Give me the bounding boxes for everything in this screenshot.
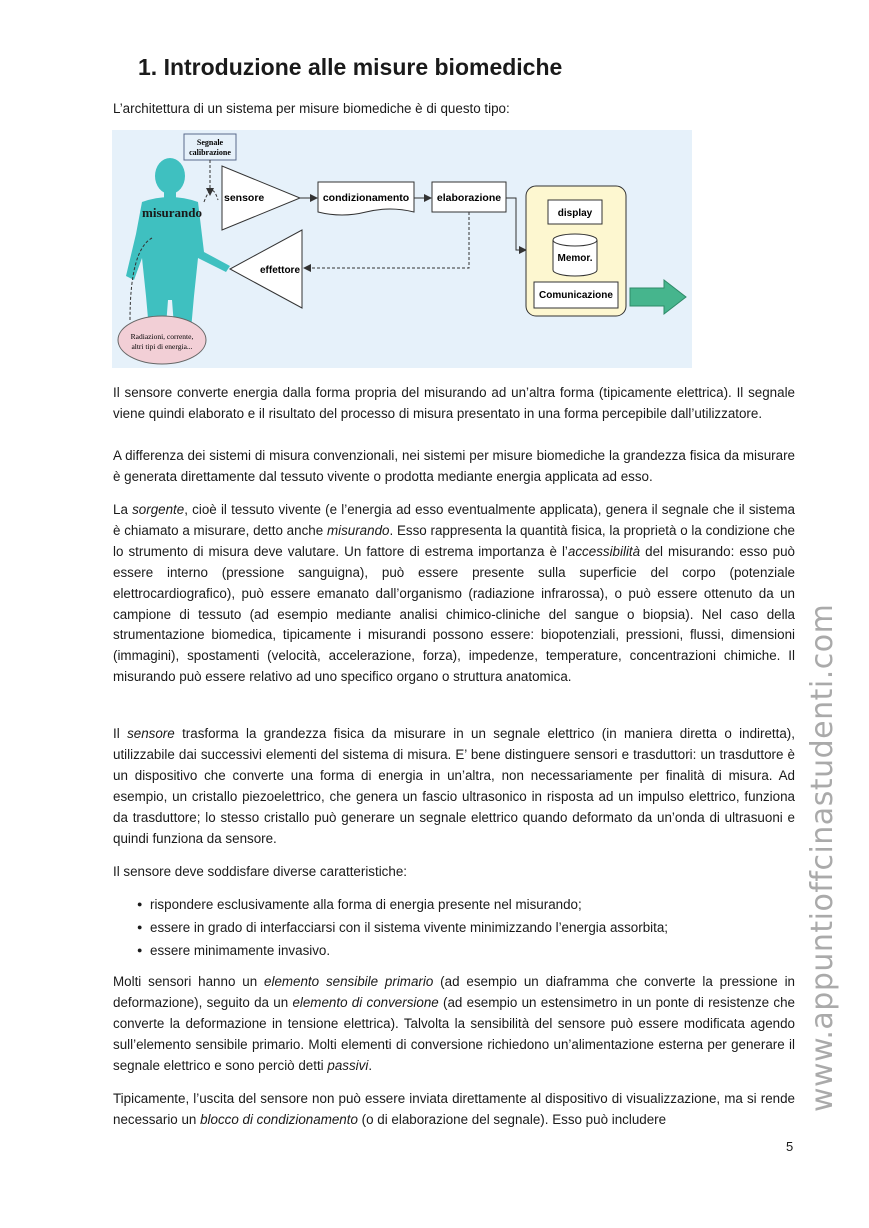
paragraph-sensore: Il sensore trasforma la grandezza fisica da misurare in un segnale elettrico (in maniera diretta o indiretta), utilizzabile dai successivi elementi del sistema di misura. E’ bene distinguere sensori e trasduttori: un trasduttore è un dispositivo che converte una forma di energia in un’altra, non necessariamente per finalità di misura. Ad esempio, un cristallo piezoelettrico, che genera un fascio ultrasonico in risposta ad un impulso elettrico, funziona da trasduttore; lo stesso cristallo può generare un segnale elettrico quando deformato da un’onda di ultrasuoni e quindi funziona da sensore. <box>113 726 795 846</box>
list-item: ● essere in grado di interfacciarsi con il sistema vivente minimizzando l’energia assorbita; <box>113 916 795 939</box>
condizionamento-label: condizionamento <box>322 192 410 204</box>
paragraph-caratteristiche: Il sensore deve soddisfare diverse caratteristiche: <box>113 864 407 879</box>
page-number: 5 <box>786 1139 794 1154</box>
list-item: ● essere minimamente invasivo. <box>113 939 795 962</box>
elaborazione-label: elaborazione <box>436 192 502 204</box>
paragraph-condizionamento: Tipicamente, l’uscita del sensore non può essere inviata direttamente al dispositivo di visualizzazione, ma si rende necessario un blocco di condizionamento (o di elaborazione del segnale). Esso può includere <box>113 1091 795 1127</box>
characteristics-list <box>113 893 795 962</box>
paragraph-sorgente: La sorgente, cioè il tessuto vivente (e l’energia ad esso eventualmente applicata), genera il segnale che il sistema è chiamato a misurare, detto anche misurando. Esso rappresenta la quantità fisica, la proprietà o la condizione che lo strumento di misura deve valutare. Un fattore di estrema importanza è l’accessibilità del misurando: esso può essere interno (pressione sanguigna), può essere presente sulla superficie del corpo (potenziale elettrocardiografico), può essere emanato dall’organismo (radiazione infrarossa), o può essere ottenuto da un campione di tessuto (ad esempio mediante analisi chimico-cliniche del sangue o biopsia). Nel caso della strumentazione biomedica, tipicamente i misurandi possono essere: biopotenziali, pressioni, flussi, dimensioni (immagini), spostamenti (velocità, accelerazione, forza), impedenze, temperature, concentrazioni chimiche. Il misurando può essere relativo ad uno specifico organo o struttura anatomica. <box>113 502 796 685</box>
radiazioni-line2: altri tipi di energia... <box>131 342 193 351</box>
page-title: 1. Introduzione alle misure biomediche <box>138 54 563 80</box>
paragraph-1: Il sensore converte energia dalla forma propria del misurando ad un’altra forma (tipicamente elettrica). Il segnale viene quindi elaborato e il risultato del processo di misura presentato in una forma percepibile dall’utilizzatore. <box>113 385 795 421</box>
paragraph-2: A differenza dei sistemi di misura convenzionali, nei sistemi per misure biomediche la grandezza fisica da misurare è generata direttamente dal tessuto vivente o prodotta mediante energia applicata ad esso. <box>113 448 795 484</box>
display-label: display <box>557 208 593 219</box>
intro-text: L’architettura di un sistema per misure biomediche è di questo tipo: <box>113 101 510 116</box>
watermark: www.appuntioffcinastudenti.com <box>805 603 840 1112</box>
comunicazione-label: Comunicazione <box>539 290 613 301</box>
list-item: ● rispondere esclusivamente alla forma di energia presente nel misurando; <box>113 893 795 916</box>
memor-label: Memor. <box>557 253 593 264</box>
segnale-label-line2: calibrazione <box>189 148 231 157</box>
misurando-label: misurando <box>142 205 202 220</box>
effettore-label: effettore <box>260 265 301 276</box>
segnale-label-line1: Segnale <box>196 138 224 147</box>
sensore-label: sensore <box>224 192 265 204</box>
paragraph-elementi: Molti sensori hanno un elemento sensibile primario (ad esempio un diaframma che converte la pressione in deformazione), seguito da un elemento di conversione (ad esempio un estensimetro in un ponte di resistenze che converte la deformazione in tensione elettrica). Talvolta la sensibilità del sensore può essere modificata agendo sull’elemento sensibile primario. Molti elementi di conversione richiedono un’alimentazione esterna per generare il segnale elettrico e sono perciò detti passivi. <box>113 974 796 1073</box>
radiazioni-line1: Radiazioni, corrente, <box>130 332 194 341</box>
measurement-system-diagram <box>112 130 692 368</box>
